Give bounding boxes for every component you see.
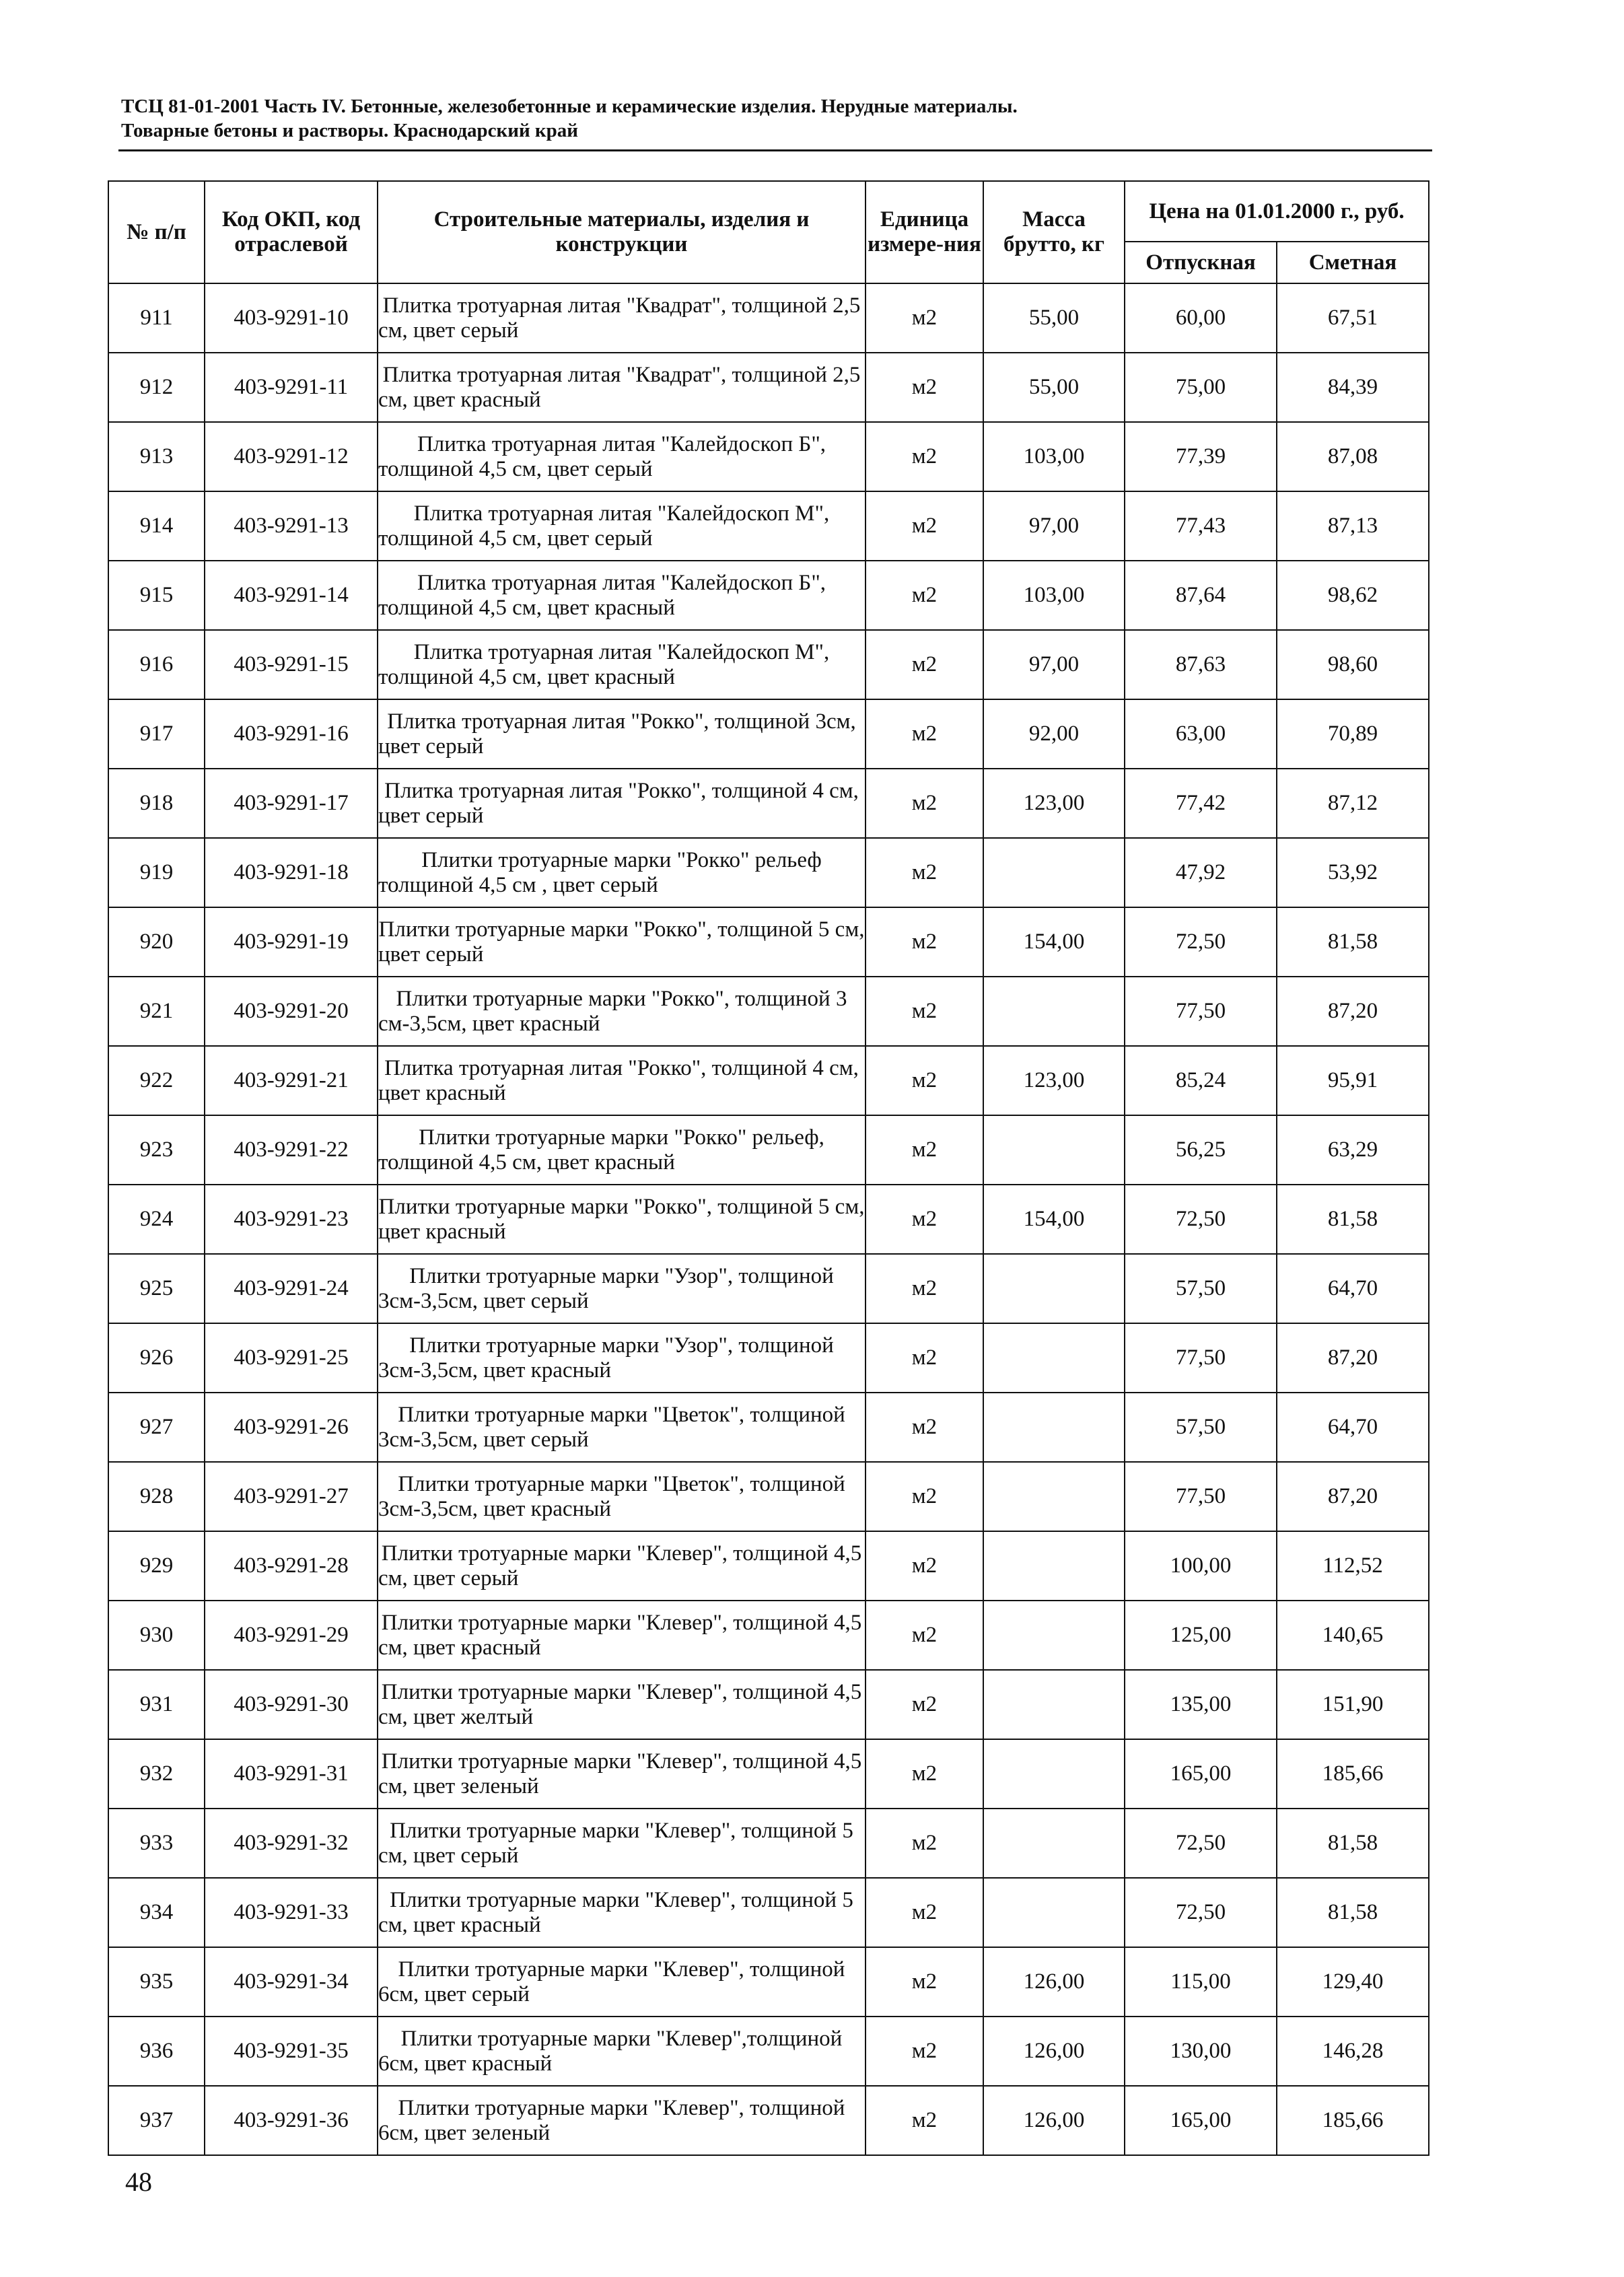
release-price: 60,00 [1125, 283, 1277, 353]
estimate-price: 185,66 [1277, 2086, 1429, 2155]
row-number: 912 [108, 353, 205, 422]
unit: м2 [866, 1670, 983, 1739]
release-price: 56,25 [1125, 1115, 1277, 1185]
gross-mass: 103,00 [983, 561, 1125, 630]
unit: м2 [866, 2086, 983, 2155]
material-name: Плитка тротуарная литая "Калейдоскоп Б", толщиной 4,5 см, цвет красный [378, 561, 866, 630]
unit: м2 [866, 1254, 983, 1323]
gross-mass [983, 1115, 1125, 1185]
estimate-price: 64,70 [1277, 1393, 1429, 1462]
okp-code: 403-9291-17 [205, 769, 378, 838]
unit: м2 [866, 1809, 983, 1878]
table-row [108, 699, 1429, 769]
page-number: 48 [125, 2167, 152, 2197]
row-number: 937 [108, 2086, 205, 2155]
material-name: Плитка тротуарная литая "Рокко", толщиной 4 см, цвет красный [378, 1046, 866, 1115]
gross-mass: 123,00 [983, 769, 1125, 838]
material-name: Плитка тротуарная литая "Рокко", толщиной 3см, цвет серый [378, 699, 866, 769]
release-price: 87,63 [1125, 630, 1277, 699]
table-row [108, 1462, 1429, 1531]
table-row [108, 1531, 1429, 1601]
table-row [108, 769, 1429, 838]
gross-mass [983, 1739, 1125, 1809]
release-price: 72,50 [1125, 1809, 1277, 1878]
gross-mass [983, 1809, 1125, 1878]
release-price: 125,00 [1125, 1601, 1277, 1670]
gross-mass: 154,00 [983, 1185, 1125, 1254]
material-name: Плитка тротуарная литая "Калейдоскоп Б", толщиной 4,5 см, цвет серый [378, 422, 866, 491]
table-row [108, 1601, 1429, 1670]
col-header-price-group: Цена на 01.01.2000 г., руб. [1125, 181, 1429, 242]
row-number: 920 [108, 907, 205, 977]
gross-mass [983, 1531, 1125, 1601]
row-number: 911 [108, 283, 205, 353]
okp-code: 403-9291-10 [205, 283, 378, 353]
row-number: 934 [108, 1878, 205, 1947]
material-name: Плитки тротуарные марки "Клевер", толщиной 4,5 см, цвет желтый [378, 1670, 866, 1739]
row-number: 923 [108, 1115, 205, 1185]
col-header-num: № п/п [108, 181, 205, 283]
release-price: 77,50 [1125, 977, 1277, 1046]
row-number: 927 [108, 1393, 205, 1462]
okp-code: 403-9291-15 [205, 630, 378, 699]
row-number: 930 [108, 1601, 205, 1670]
okp-code: 403-9291-33 [205, 1878, 378, 1947]
estimate-price: 129,40 [1277, 1947, 1429, 2017]
unit: м2 [866, 1462, 983, 1531]
unit: м2 [866, 699, 983, 769]
gross-mass [983, 838, 1125, 907]
okp-code: 403-9291-13 [205, 491, 378, 561]
material-name: Плитка тротуарная литая "Квадрат", толщиной 2,5 см, цвет серый [378, 283, 866, 353]
table-row [108, 1878, 1429, 1947]
release-price: 77,50 [1125, 1323, 1277, 1393]
material-name: Плитки тротуарные марки "Рокко" рельеф толщиной 4,5 см , цвет серый [378, 838, 866, 907]
gross-mass: 126,00 [983, 2017, 1125, 2086]
row-number: 926 [108, 1323, 205, 1393]
release-price: 87,64 [1125, 561, 1277, 630]
estimate-price: 87,20 [1277, 977, 1429, 1046]
unit: м2 [866, 283, 983, 353]
gross-mass: 55,00 [983, 283, 1125, 353]
estimate-price: 64,70 [1277, 1254, 1429, 1323]
unit: м2 [866, 1601, 983, 1670]
gross-mass [983, 1878, 1125, 1947]
okp-code: 403-9291-25 [205, 1323, 378, 1393]
okp-code: 403-9291-28 [205, 1531, 378, 1601]
header-rule [118, 149, 1432, 151]
release-price: 57,50 [1125, 1254, 1277, 1323]
col-header-release-price: Отпускная [1125, 242, 1277, 283]
release-price: 130,00 [1125, 2017, 1277, 2086]
release-price: 85,24 [1125, 1046, 1277, 1115]
table-row [108, 422, 1429, 491]
release-price: 165,00 [1125, 1739, 1277, 1809]
row-number: 916 [108, 630, 205, 699]
release-price: 75,00 [1125, 353, 1277, 422]
unit: м2 [866, 353, 983, 422]
row-number: 919 [108, 838, 205, 907]
unit: м2 [866, 1046, 983, 1115]
table-row [108, 491, 1429, 561]
table-header [108, 181, 1429, 283]
release-price: 77,50 [1125, 1462, 1277, 1531]
unit: м2 [866, 1878, 983, 1947]
gross-mass: 154,00 [983, 907, 1125, 977]
col-header-mass: Масса брутто, кг [983, 181, 1125, 283]
table-row [108, 1323, 1429, 1393]
header-line-2: Товарные бетоны и растворы. Краснодарский край [121, 120, 578, 141]
gross-mass [983, 1670, 1125, 1739]
estimate-price: 81,58 [1277, 1878, 1429, 1947]
gross-mass [983, 1254, 1125, 1323]
okp-code: 403-9291-18 [205, 838, 378, 907]
table-row [108, 838, 1429, 907]
release-price: 72,50 [1125, 907, 1277, 977]
estimate-price: 81,58 [1277, 1809, 1429, 1878]
gross-mass [983, 1601, 1125, 1670]
release-price: 77,43 [1125, 491, 1277, 561]
okp-code: 403-9291-30 [205, 1670, 378, 1739]
table-row [108, 2017, 1429, 2086]
release-price: 100,00 [1125, 1531, 1277, 1601]
estimate-price: 70,89 [1277, 699, 1429, 769]
material-name: Плитки тротуарные марки "Клевер", толщиной 4,5 см, цвет зеленый [378, 1739, 866, 1809]
okp-code: 403-9291-12 [205, 422, 378, 491]
table-row [108, 1393, 1429, 1462]
release-price: 77,39 [1125, 422, 1277, 491]
table-body [108, 283, 1429, 2155]
table-row [108, 1046, 1429, 1115]
estimate-price: 53,92 [1277, 838, 1429, 907]
row-number: 913 [108, 422, 205, 491]
unit: м2 [866, 630, 983, 699]
table-row [108, 1254, 1429, 1323]
gross-mass: 55,00 [983, 353, 1125, 422]
estimate-price: 81,58 [1277, 1185, 1429, 1254]
okp-code: 403-9291-23 [205, 1185, 378, 1254]
table-row [108, 283, 1429, 353]
gross-mass [983, 1323, 1125, 1393]
okp-code: 403-9291-34 [205, 1947, 378, 2017]
material-name: Плитка тротуарная литая "Калейдоскоп М", толщиной 4,5 см, цвет красный [378, 630, 866, 699]
okp-code: 403-9291-35 [205, 2017, 378, 2086]
estimate-price: 87,13 [1277, 491, 1429, 561]
gross-mass: 97,00 [983, 491, 1125, 561]
okp-code: 403-9291-31 [205, 1739, 378, 1809]
estimate-price: 98,62 [1277, 561, 1429, 630]
estimate-price: 87,12 [1277, 769, 1429, 838]
unit: м2 [866, 491, 983, 561]
estimate-price: 185,66 [1277, 1739, 1429, 1809]
unit: м2 [866, 1115, 983, 1185]
gross-mass: 126,00 [983, 1947, 1125, 2017]
table-row [108, 1739, 1429, 1809]
material-name: Плитки тротуарные марки "Клевер", толщиной 6см, цвет серый [378, 1947, 866, 2017]
unit: м2 [866, 1185, 983, 1254]
estimate-price: 63,29 [1277, 1115, 1429, 1185]
okp-code: 403-9291-26 [205, 1393, 378, 1462]
okp-code: 403-9291-19 [205, 907, 378, 977]
gross-mass: 103,00 [983, 422, 1125, 491]
table-row [108, 977, 1429, 1046]
okp-code: 403-9291-14 [205, 561, 378, 630]
row-number: 924 [108, 1185, 205, 1254]
table-row [108, 353, 1429, 422]
material-name: Плитки тротуарные марки "Клевер", толщиной 4,5 см, цвет красный [378, 1601, 866, 1670]
okp-code: 403-9291-27 [205, 1462, 378, 1531]
table-row [108, 2086, 1429, 2155]
row-number: 933 [108, 1809, 205, 1878]
row-number: 932 [108, 1739, 205, 1809]
unit: м2 [866, 977, 983, 1046]
unit: м2 [866, 561, 983, 630]
material-name: Плитки тротуарные марки "Цветок", толщиной 3см-3,5см, цвет красный [378, 1462, 866, 1531]
row-number: 918 [108, 769, 205, 838]
row-number: 915 [108, 561, 205, 630]
unit: м2 [866, 2017, 983, 2086]
material-name: Плитка тротуарная литая "Квадрат", толщиной 2,5 см, цвет красный [378, 353, 866, 422]
okp-code: 403-9291-29 [205, 1601, 378, 1670]
document-header [121, 94, 1434, 143]
unit: м2 [866, 769, 983, 838]
estimate-price: 84,39 [1277, 353, 1429, 422]
row-number: 922 [108, 1046, 205, 1115]
material-name: Плитки тротуарные марки "Рокко", толщиной 5 см, цвет красный [378, 1185, 866, 1254]
row-number: 925 [108, 1254, 205, 1323]
release-price: 77,42 [1125, 769, 1277, 838]
gross-mass: 92,00 [983, 699, 1125, 769]
material-name: Плитки тротуарные марки "Клевер",толщиной 6см, цвет красный [378, 2017, 866, 2086]
release-price: 57,50 [1125, 1393, 1277, 1462]
unit: м2 [866, 1947, 983, 2017]
estimate-price: 87,20 [1277, 1462, 1429, 1531]
release-price: 47,92 [1125, 838, 1277, 907]
release-price: 72,50 [1125, 1185, 1277, 1254]
material-name: Плитка тротуарная литая "Калейдоскоп М", толщиной 4,5 см, цвет серый [378, 491, 866, 561]
estimate-price: 67,51 [1277, 283, 1429, 353]
material-name: Плитка тротуарная литая "Рокко", толщиной 4 см, цвет серый [378, 769, 866, 838]
table-row [108, 1115, 1429, 1185]
material-name: Плитки тротуарные марки "Клевер", толщиной 4,5 см, цвет серый [378, 1531, 866, 1601]
table-row [108, 630, 1429, 699]
estimate-price: 151,90 [1277, 1670, 1429, 1739]
estimate-price: 87,08 [1277, 422, 1429, 491]
unit: м2 [866, 1323, 983, 1393]
unit: м2 [866, 907, 983, 977]
unit: м2 [866, 838, 983, 907]
material-name: Плитки тротуарные марки "Узор", толщиной 3см-3,5см, цвет красный [378, 1323, 866, 1393]
table-row [108, 1670, 1429, 1739]
okp-code: 403-9291-16 [205, 699, 378, 769]
release-price: 115,00 [1125, 1947, 1277, 2017]
material-name: Плитки тротуарные марки "Рокко", толщиной 3 см-3,5см, цвет красный [378, 977, 866, 1046]
table-row [108, 907, 1429, 977]
col-header-code: Код ОКП, код отраслевой [205, 181, 378, 283]
row-number: 921 [108, 977, 205, 1046]
gross-mass [983, 977, 1125, 1046]
unit: м2 [866, 422, 983, 491]
estimate-price: 98,60 [1277, 630, 1429, 699]
gross-mass: 97,00 [983, 630, 1125, 699]
col-header-name: Строительные материалы, изделия и конструкции [378, 181, 866, 283]
table-row [108, 1947, 1429, 2017]
row-number: 914 [108, 491, 205, 561]
material-name: Плитки тротуарные марки "Клевер", толщиной 6см, цвет зеленый [378, 2086, 866, 2155]
okp-code: 403-9291-24 [205, 1254, 378, 1323]
price-table [108, 180, 1429, 2156]
col-header-estimate-price: Сметная [1277, 242, 1429, 283]
gross-mass: 126,00 [983, 2086, 1125, 2155]
okp-code: 403-9291-36 [205, 2086, 378, 2155]
okp-code: 403-9291-11 [205, 353, 378, 422]
material-name: Плитки тротуарные марки "Клевер", толщиной 5 см, цвет красный [378, 1878, 866, 1947]
material-name: Плитки тротуарные марки "Клевер", толщиной 5 см, цвет серый [378, 1809, 866, 1878]
gross-mass [983, 1462, 1125, 1531]
release-price: 63,00 [1125, 699, 1277, 769]
row-number: 931 [108, 1670, 205, 1739]
unit: м2 [866, 1739, 983, 1809]
row-number: 917 [108, 699, 205, 769]
okp-code: 403-9291-21 [205, 1046, 378, 1115]
estimate-price: 81,58 [1277, 907, 1429, 977]
unit: м2 [866, 1393, 983, 1462]
estimate-price: 140,65 [1277, 1601, 1429, 1670]
col-header-unit: Единица измере-ния [866, 181, 983, 283]
gross-mass [983, 1393, 1125, 1462]
unit: м2 [866, 1531, 983, 1601]
material-name: Плитки тротуарные марки "Цветок", толщиной 3см-3,5см, цвет серый [378, 1393, 866, 1462]
okp-code: 403-9291-20 [205, 977, 378, 1046]
row-number: 936 [108, 2017, 205, 2086]
table-row [108, 1809, 1429, 1878]
okp-code: 403-9291-22 [205, 1115, 378, 1185]
release-price: 135,00 [1125, 1670, 1277, 1739]
estimate-price: 112,52 [1277, 1531, 1429, 1601]
table-row [108, 561, 1429, 630]
release-price: 165,00 [1125, 2086, 1277, 2155]
row-number: 929 [108, 1531, 205, 1601]
okp-code: 403-9291-32 [205, 1809, 378, 1878]
material-name: Плитки тротуарные марки "Узор", толщиной 3см-3,5см, цвет серый [378, 1254, 866, 1323]
row-number: 928 [108, 1462, 205, 1531]
header-line-1: ТСЦ 81-01-2001 Часть IV. Бетонные, железобетонные и керамические изделия. Нерудные материалы. [121, 96, 1018, 117]
material-name: Плитки тротуарные марки "Рокко" рельеф, толщиной 4,5 см, цвет красный [378, 1115, 866, 1185]
release-price: 72,50 [1125, 1878, 1277, 1947]
gross-mass: 123,00 [983, 1046, 1125, 1115]
estimate-price: 95,91 [1277, 1046, 1429, 1115]
estimate-price: 87,20 [1277, 1323, 1429, 1393]
table-row [108, 1185, 1429, 1254]
material-name: Плитки тротуарные марки "Рокко", толщиной 5 см, цвет серый [378, 907, 866, 977]
estimate-price: 146,28 [1277, 2017, 1429, 2086]
row-number: 935 [108, 1947, 205, 2017]
